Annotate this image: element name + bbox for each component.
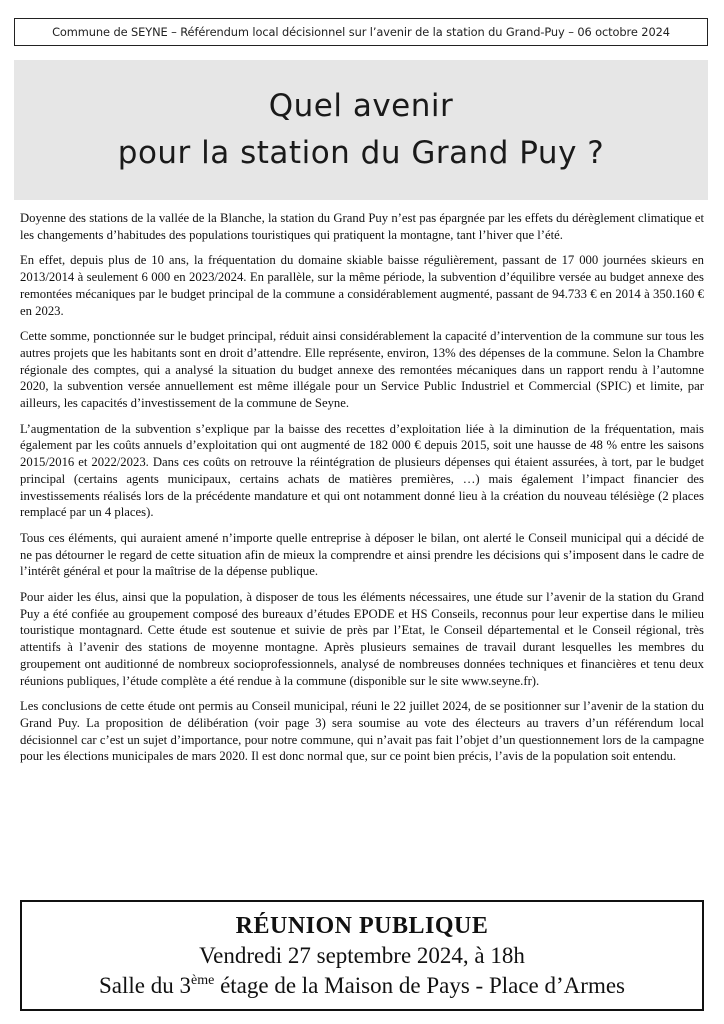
paragraph-conclusions: Les conclusions de cette étude ont permis au Conseil municipal, réuni le 22 juillet 2024, de se positionner sur l’avenir de la station du Grand Puy. La proposition de délibération (voir page 3) sera soumise au vote des électeurs au travers d’un référendum local décisionnel car c’est un sujet d’importance, pour notre commune, qui n’avait pas fait l’objet d’un questionnement lors de la campagne pour les élections municipales de mars 2020. Il est donc normal que, sur ce point bien précis, l’avis de la population soit entendu.	[20, 699, 704, 764]
article-body	[20, 210, 704, 774]
title-line-2: pour la station du Grand Puy ?	[117, 135, 605, 171]
paragraph-frequentation: En effet, depuis plus de 10 ans, la fréquentation du domaine skiable baisse régulièrement, passant de 17 000 journées skieurs en 2013/2014 à seulement 6 000 en 2023/2024. En parallèle, sur la même période, la subvention d’équilibre versée au budget annexe des remontées mécaniques par le budget principal de la commune a considérablement augmenté, passant de 94.733 € en 2014 à 350.160 € en 2023.	[20, 253, 704, 318]
title-line-1: Quel avenir	[268, 88, 454, 124]
meeting-title: RÉUNION PUBLIQUE	[235, 912, 489, 939]
paragraph-etude: Pour aider les élus, ainsi que la population, à disposer de tous les éléments nécessaires, une étude sur l’avenir de la station du Grand Puy a été confiée au groupement composé des bureaux d’études EPODE et HS Conseils, reconnus pour leur expertise dans le milieu touristique montagnard. Cette étude est soutenue et suivie de près par l’Etat, le Conseil départemental et le Conseil régional, très attentifs à l’avenir des stations de moyenne montagne. Après plusieurs semaines de travail durant lesquelles les membres du groupement ont auditionné de nombreux socioprofessionnels, analysé de nombreuses données techniques et financières et tenu deux réunions publiques, l’étude complète a été rendue à la commune (disponible sur le site www.seyne.fr).	[20, 590, 704, 688]
header-text: Commune de SEYNE – Référendum local décisionnel sur l’avenir de la station du Grand-Puy – 06 octobre 2024	[52, 25, 670, 39]
paragraph-intro: Doyenne des stations de la vallée de la Blanche, la station du Grand Puy n’est pas épargnée par les effets du dérèglement climatique et les changements d’habitudes des populations touristiques qui pratiquent la montagne, tant l’hiver que l’été.	[20, 211, 704, 242]
meeting-location	[99, 971, 625, 1001]
paragraph-budget: Cette somme, ponctionnée sur le budget principal, réduit ainsi considérablement la capacité d’intervention de la commune sur tous les autres projets que les habitants sont en droit d’attendre. Elle représente, environ, 13% des dépenses de la commune. Selon la Chambre régionale des comptes, qui a analysé la situation du budget annexe des remontées mécaniques dans un rapport rendu à l’automne 2020, la subvention versée annuellement est même illégale pour un Service Public Industriel et Commercial (SPIC) et limite, par ailleurs, les capacités d’investissement de la commune de Seyne.	[20, 329, 704, 411]
meeting-date: Vendredi 27 septembre 2024, à 18h	[199, 942, 525, 968]
meeting-location-suffix: étage de la Maison de Pays - Place d’Armes	[214, 972, 625, 998]
meeting-location-prefix: Salle du 3	[98, 972, 191, 998]
meeting-location-superscript: ème	[190, 972, 215, 988]
paragraph-subvention: L’augmentation de la subvention s’explique par la baisse des recettes d’exploitation liée à la diminution de la fréquentation, mais également par les coûts annuels d’exploitation qui ont augmenté de 182 000 € depuis 2015, soit une hausse de 48 % entre les saisons 2015/2016 et 2022/2023. Dans ces coûts on retrouve la réintégration de plusieurs dépenses qui étaient assurées, à tort, par le budget principal (certains agents municipaux, certains achats de matières premières, …) mais également l’impact financier des investissements réalisés lors de la précédente mandature et qui ont notamment donné lieu à la création du nouveau télésiège (2 places remplacé par un 4 places).	[20, 421, 704, 520]
public-meeting-box	[20, 900, 704, 1011]
document-header	[14, 18, 708, 46]
title-banner	[14, 60, 708, 200]
paragraph-elements: Tous ces éléments, qui auraient amené n’importe quelle entreprise à déposer le bilan, ont alerté le Conseil municipal qui a décidé de ne pas détourner le regard de cette situation afin de mieux la comprendre et ainsi prendre les décisions qui s’imposent dans le cadre de l’intérêt général et pour la maîtrise de la dépense publique.	[20, 530, 704, 579]
